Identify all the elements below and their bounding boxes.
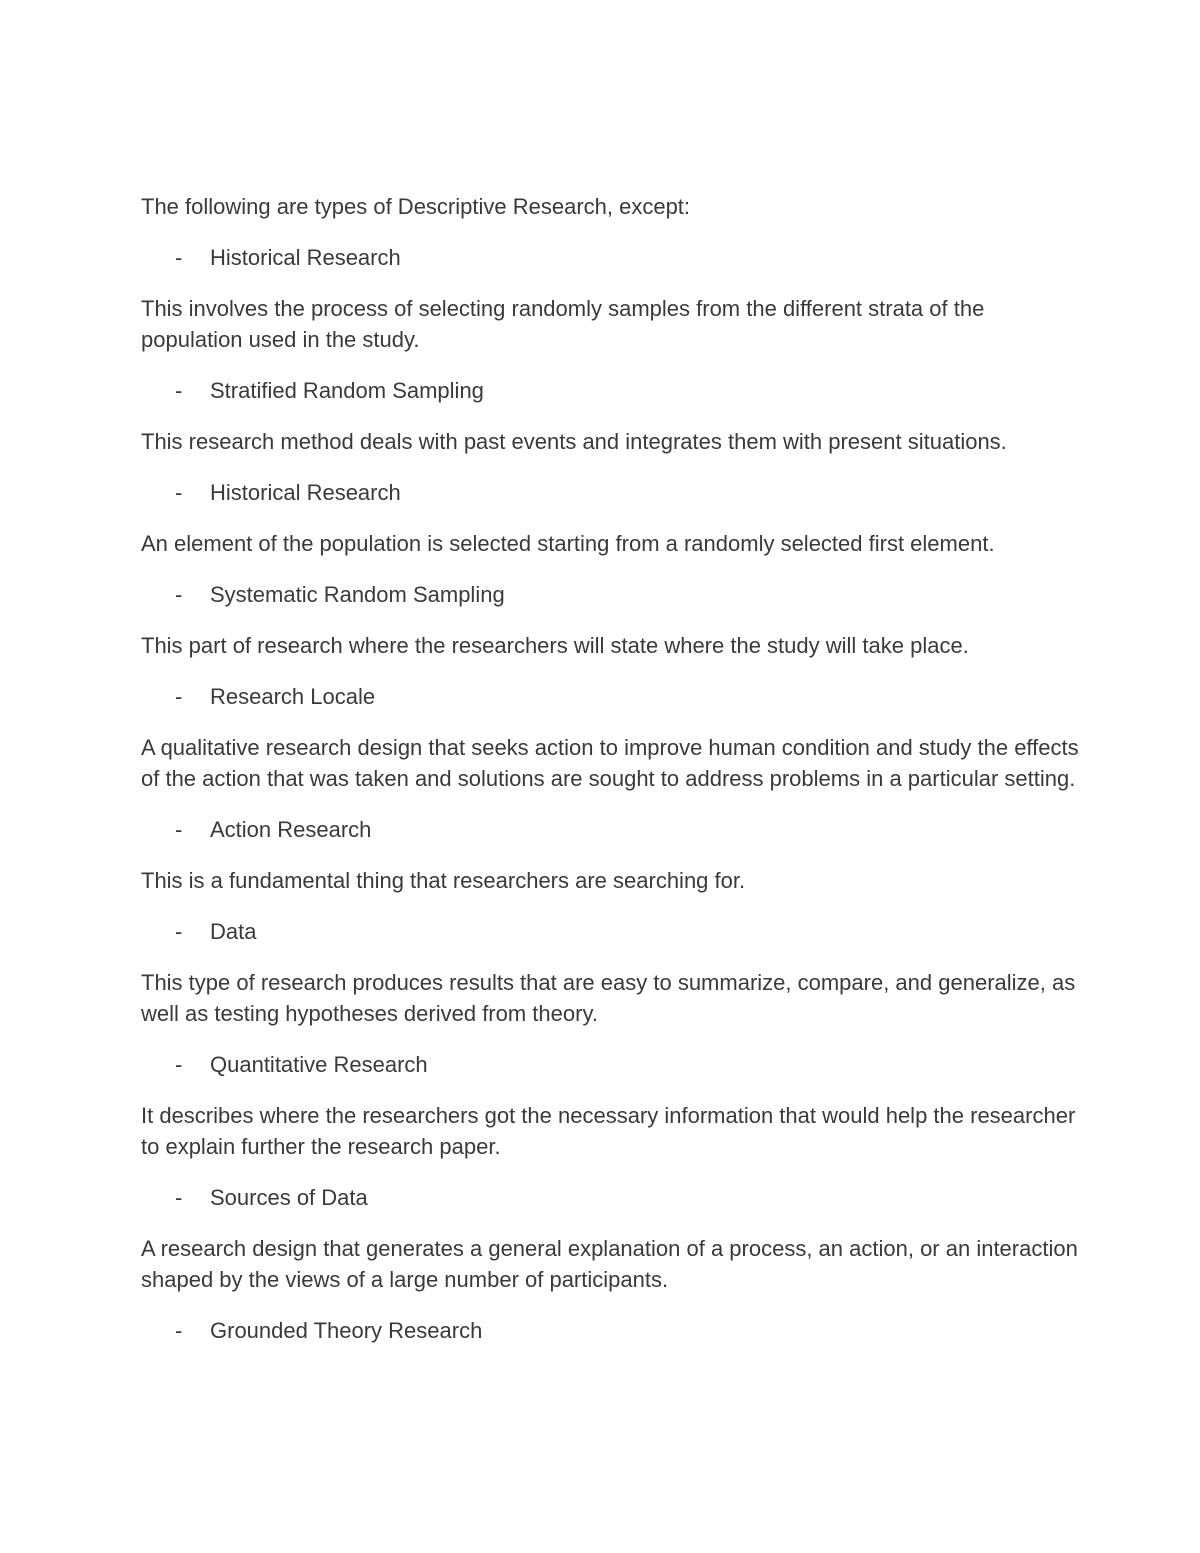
answer-item <box>141 1182 1081 1213</box>
question-text: This type of research produces results that are easy to summarize, compare, and generalize, as well as testing hypotheses derived from theory. <box>141 970 1076 1026</box>
list-dash: - <box>175 919 183 944</box>
question-text: This involves the process of selecting randomly samples from the different strata of the population used in the study. <box>141 296 985 352</box>
answer-item <box>141 242 1081 273</box>
list-dash: - <box>175 1052 183 1077</box>
question-text: This research method deals with past events and integrates them with present situations. <box>141 429 1007 454</box>
answer-item <box>141 375 1081 406</box>
answer-text: Historical Research <box>210 245 401 270</box>
answer-text: Grounded Theory Research <box>210 1318 483 1343</box>
list-dash: - <box>175 684 183 709</box>
answer-text: Systematic Random Sampling <box>210 582 505 607</box>
answer-text: Action Research <box>210 817 372 842</box>
answer-text: Quantitative Research <box>210 1052 428 1077</box>
list-dash: - <box>175 817 183 842</box>
list-dash: - <box>175 1318 183 1343</box>
question-text: A research design that generates a general explanation of a process, an action, or an interaction shaped by the views of a large number of participants. <box>141 1236 1078 1292</box>
list-dash: - <box>175 245 183 270</box>
answer-text: Research Locale <box>210 684 376 709</box>
answer-item <box>141 681 1081 712</box>
question-text: This part of research where the researchers will state where the study will take place. <box>141 633 969 658</box>
answer-item <box>141 477 1081 508</box>
list-dash: - <box>175 582 183 607</box>
question-text: A qualitative research design that seeks action to improve human condition and study the effects of the action that was taken and solutions are sought to address problems in a particular setting. <box>141 735 1079 791</box>
question-text: It describes where the researchers got the necessary information that would help the researcher to explain further the research paper. <box>141 1103 1076 1159</box>
answer-text: Historical Research <box>210 480 401 505</box>
answer-item <box>141 1315 1081 1346</box>
document-body <box>141 191 1081 1366</box>
answer-text: Sources of Data <box>210 1185 368 1210</box>
answer-item <box>141 916 1081 947</box>
answer-item <box>141 814 1081 845</box>
answer-text: Stratified Random Sampling <box>210 378 484 403</box>
answer-item <box>141 1049 1081 1080</box>
question-text: This is a fundamental thing that researchers are searching for. <box>141 868 746 893</box>
list-dash: - <box>175 1185 183 1210</box>
answer-item <box>141 579 1081 610</box>
answer-text: Data <box>210 919 257 944</box>
list-dash: - <box>175 480 183 505</box>
question-text: The following are types of Descriptive Research, except: <box>141 194 691 219</box>
question-text: An element of the population is selected starting from a randomly selected first element. <box>141 531 995 556</box>
list-dash: - <box>175 378 183 403</box>
